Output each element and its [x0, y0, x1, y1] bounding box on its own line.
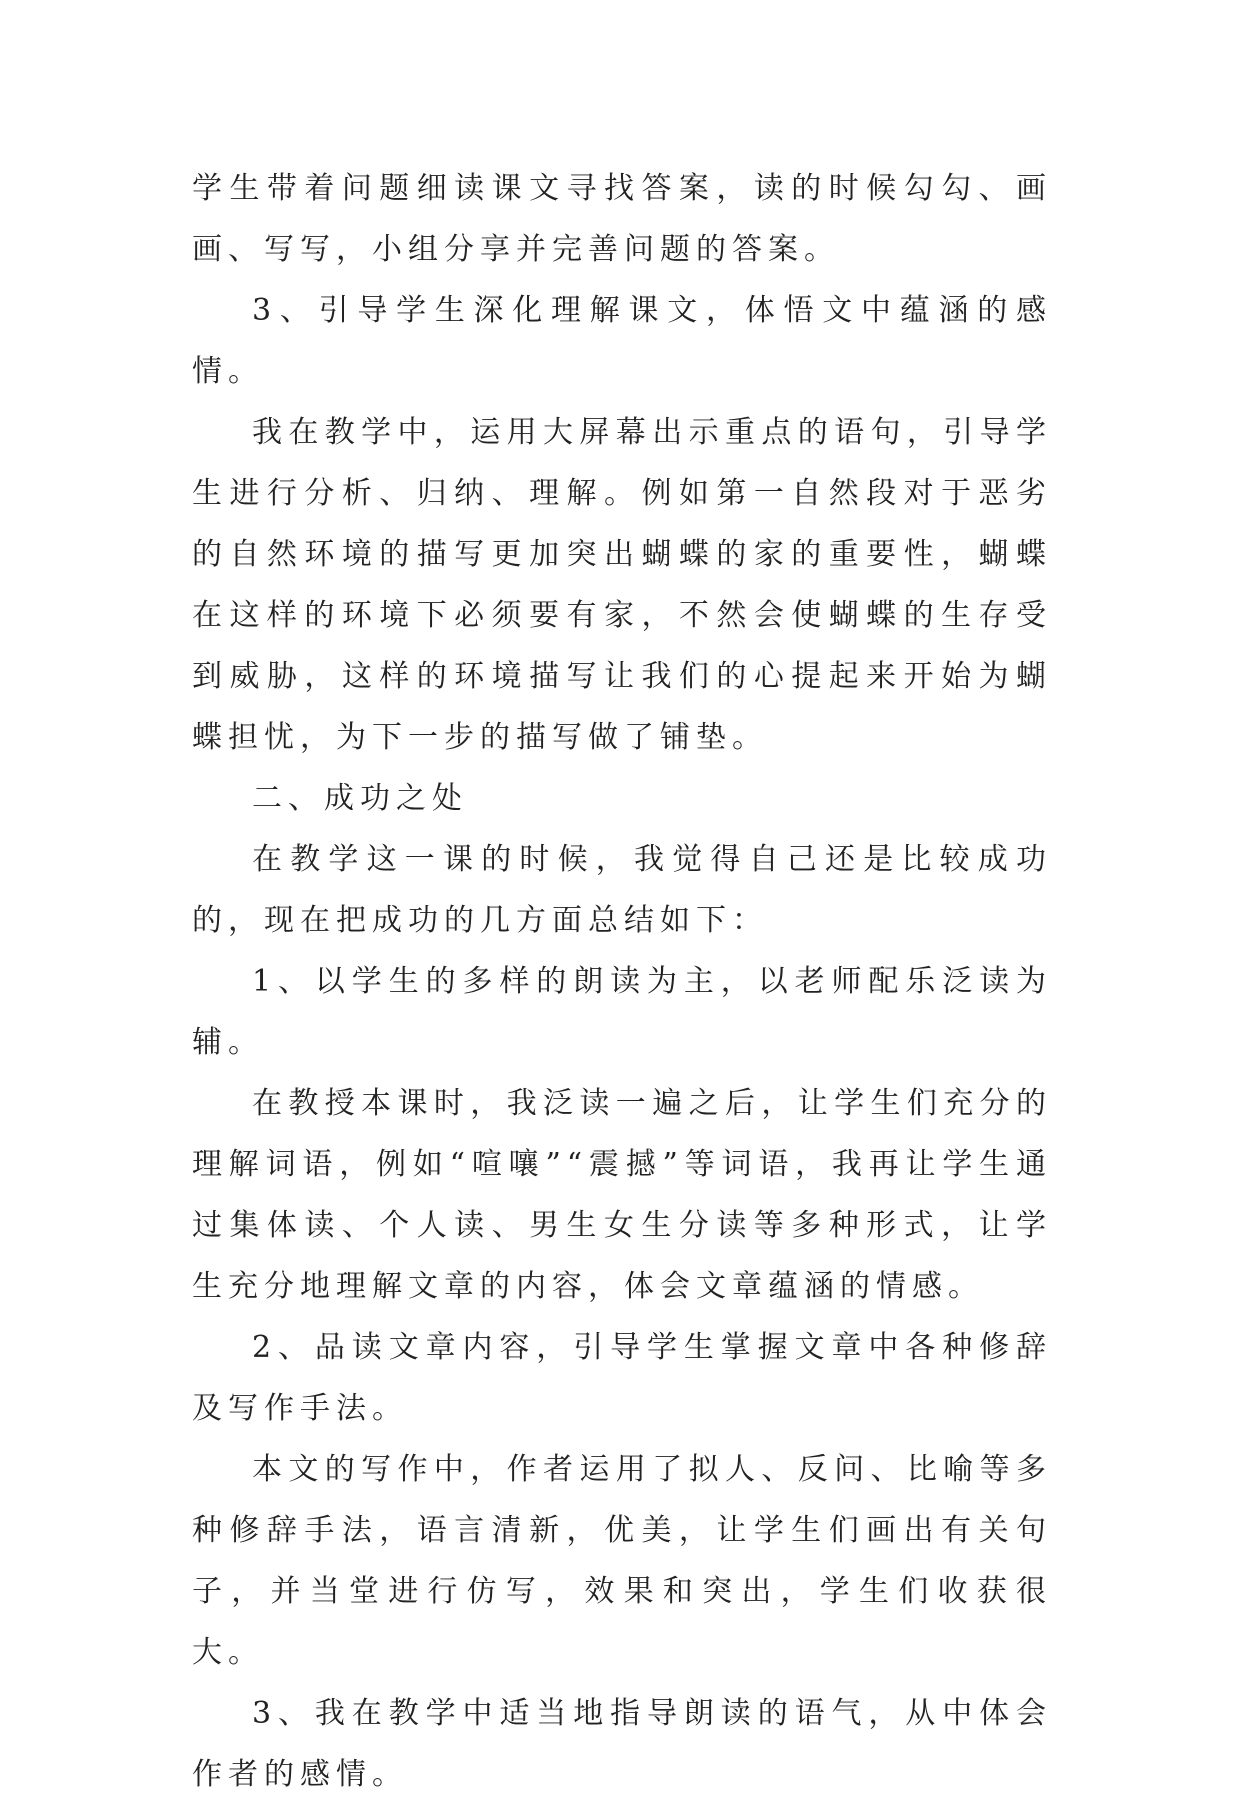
paragraph-success-point-2: 2、品读文章内容，引导学生掌握文章中各种修辞及写作手法。: [192, 1330, 1052, 1426]
paragraph-reading-practice: 在教授本课时，我泛读一遍之后，让学生们充分的理解词语，例如“喧嚷”“震撼”等词语，我再让学生通过集体读、个人读、男生女生分读等多种形式，让学生充分地理解文章的内容，体会文章蕴涵的情感。: [192, 1086, 1052, 1304]
paragraph-success-point-1: 1、以学生的多样的朗读为主，以老师配乐泛读为辅。: [192, 964, 1052, 1060]
document-body: [192, 158, 1052, 1805]
paragraph-rhetoric: 本文的写作中，作者运用了拟人、反问、比喻等多种修辞手法，语言清新，优美，让学生们画出有关句子，并当堂进行仿写，效果和突出，学生们收获很大。: [192, 1452, 1052, 1670]
paragraph-continuation: 学生带着问题细读课文寻找答案，读的时候勾勾、画画、写写，小组分享并完善问题的答案。: [192, 171, 1052, 267]
section-heading-success: 二、成功之处: [252, 781, 468, 816]
paragraph-teaching-analysis: 我在教学中，运用大屏幕出示重点的语句，引导学生进行分析、归纳、理解。例如第一自然段对于恶劣的自然环境的描写更加突出蝴蝶的家的重要性，蝴蝶在这样的环境下必须要有家，不然会使蝴蝶的生存受到威胁，这样的环境描写让我们的心提起来开始为蝴蝶担忧，为下一步的描写做了铺垫。: [192, 415, 1052, 755]
paragraph-point-3: 3、引导学生深化理解课文，体悟文中蕴涵的感情。: [192, 293, 1052, 389]
paragraph-success-point-3: 3、我在教学中适当地指导朗读的语气，从中体会作者的感情。: [192, 1696, 1052, 1792]
paragraph-success-intro: 在教学这一课的时候，我觉得自己还是比较成功的，现在把成功的几方面总结如下：: [192, 842, 1052, 938]
